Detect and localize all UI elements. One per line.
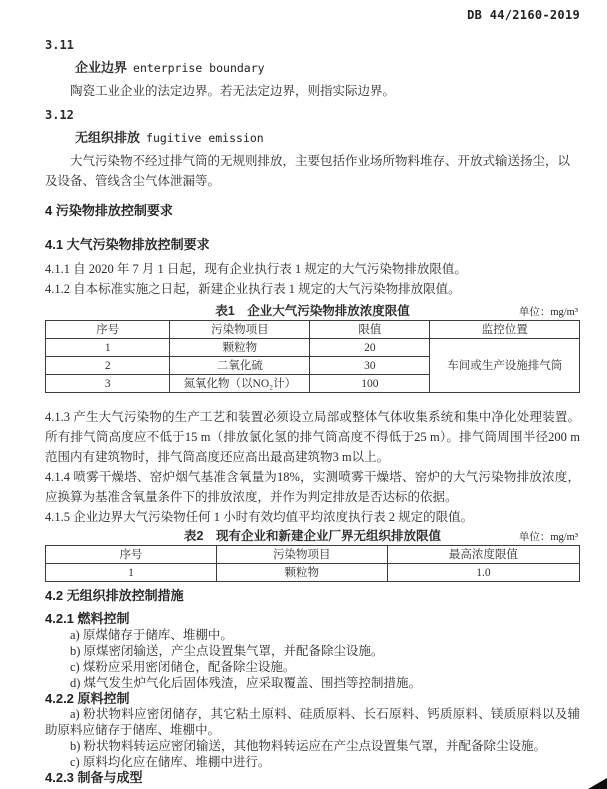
list-item-fuel-b: b) 原煤密闭输送，产尘点设置集气罩，并配备除尘设施。: [70, 644, 384, 658]
table1-cell: 3: [46, 375, 170, 393]
term-zh-label: 无组织排放: [75, 130, 141, 145]
term-3-12-definition: 大气污染物不经过排气筒的无规则排放，主要包括作业场所物料堆存、开放式输送扬尘，以及设备、管线含尘气体泄漏等。: [45, 154, 571, 188]
section-4-2-1-heading: 4.2.1 燃料控制: [45, 611, 130, 626]
table1-cell: 氮氧化物（以NO₂计）: [170, 375, 310, 393]
section-4-2-2-heading: 4.2.2 原料控制: [45, 691, 130, 706]
table2-header-cell: 序号: [46, 546, 217, 564]
table1-emission-limits: [45, 320, 580, 393]
table1-monitor-location-cell: 车间或生产设施排气筒: [430, 339, 580, 393]
table2-header-cell: 污染物项目: [216, 546, 387, 564]
list-item-fuel-c: c) 煤粉应采用密闭储仓，配备除尘设施。: [70, 660, 296, 674]
table2-cell: 1: [46, 564, 217, 582]
list-item-material-b: b) 粉状物料转运应密闭输送，其他物料转运应在产尘点设置集气罩，并配备除尘设施。: [70, 739, 547, 753]
doc-number: DB 44/2160-2019: [467, 8, 580, 22]
table1-cell: 30: [310, 357, 430, 375]
scan-corner-artifact: [588, 778, 607, 789]
clause-4-1-1: 4.1.1 自 2020 年 7 月 1 日起，现有企业执行表 1 规定的大气污染物排放限值。: [45, 262, 467, 276]
clause-4-1-2: 4.1.2 自本标准实施之日起，新建企业执行表 1 规定的大气污染物排放限值。: [45, 282, 461, 296]
table2-cell: 1.0: [387, 564, 579, 582]
table1-cell: 二氧化硫: [170, 357, 310, 375]
table1-row: [46, 339, 580, 357]
section-4-1-heading: 4.1 大气污染物排放控制要求: [45, 237, 210, 252]
table1-cell: 100: [310, 375, 430, 393]
table1-unit: 单位：mg/m³: [518, 307, 578, 318]
table2-row: [46, 564, 580, 582]
table1-cell: 2: [46, 357, 170, 375]
table2-header-row: [46, 546, 580, 564]
term-en-label: enterprise boundary: [133, 61, 265, 75]
clause-4-1-5: 4.1.5 企业边界大气污染物任何 1 小时有效均值平均浓度执行表 2 规定的限值。: [45, 510, 474, 524]
table2-caption-row: [45, 528, 580, 544]
section-4-2-3-heading: 4.2.3 制备与成型: [45, 770, 143, 785]
table1-cell: 1: [46, 339, 170, 357]
term-3-12-title: [45, 129, 580, 147]
clause-4-1-4: 4.1.4 喷雾干燥塔、窑炉烟气基准含氧量为18%，实测喷雾干燥塔、窑炉的大气污染物排放浓度，应换算为基准含氧量条件下的排放浓度，并作为判定排放是否达标的依据。: [45, 470, 580, 504]
table2-caption: 表2 现有企业和新建企业厂界无组织排放限值: [184, 529, 441, 543]
list-item-fuel-d: d) 煤气发生炉气化后固体残渣，应采取覆盖、围挡等控制措施。: [70, 676, 422, 690]
table1-header-cell: 监控位置: [430, 321, 580, 339]
term-3-11-number: 3.11: [45, 38, 74, 52]
clause-4-1-3: 4.1.3 产生大气污染物的生产工艺和装置必须设立局部或整体气体收集系统和集中净化处理装置。所有排气筒高度应不低于15 m（排放氯化氢的排气筒高度不得低于25 m）。排气筒周围半径200 m范围内有建筑物时，排气筒高度还应高出最高建筑物3 m以上。: [45, 410, 580, 464]
table2-cell: 颗粒物: [216, 564, 387, 582]
term-3-11-title: [45, 59, 580, 77]
clauses-411-412: [45, 259, 580, 299]
table1-header-cell: 序号: [46, 321, 170, 339]
table1-caption-row: [45, 303, 580, 319]
table1-cell: 颗粒物: [170, 339, 310, 357]
table2-unit: 单位：mg/m³: [518, 532, 578, 543]
list-item-material-c: c) 原料均化应在储库、堆棚中进行。: [70, 755, 271, 769]
term-en-label: fugitive emission: [146, 131, 264, 145]
chapter-4-heading: 4 污染物排放控制要求: [45, 203, 173, 218]
table1-header-cell: 限值: [310, 321, 430, 339]
list-item-fuel-a: a) 原煤储存于储库、堆棚中。: [70, 628, 233, 642]
list-item-material-a: a) 粉状物料应密闭储存，其它粘土原料、硅质原料、长石原料、钙质原料、镁质原料以及辅助原料应储存于储库、堆棚中。: [45, 707, 580, 737]
table2-header-cell: 最高浓度限值: [387, 546, 579, 564]
table2-fugitive-limits: [45, 545, 580, 582]
table1-header-row: [46, 321, 580, 339]
clauses-413-415: [45, 407, 580, 527]
term-zh-label: 企业边界: [75, 60, 128, 75]
table1-header-cell: 污染物项目: [170, 321, 310, 339]
table1-cell: 20: [310, 339, 430, 357]
section-4-2-heading: 4.2 无组织排放控制措施: [45, 588, 184, 603]
term-3-11-definition: 陶瓷工业企业的法定边界。若无法定边界，则指实际边界。: [70, 84, 396, 98]
table1-caption: 表1 企业大气污染物排放浓度限值: [215, 304, 410, 318]
term-3-12-number: 3.12: [45, 108, 74, 122]
